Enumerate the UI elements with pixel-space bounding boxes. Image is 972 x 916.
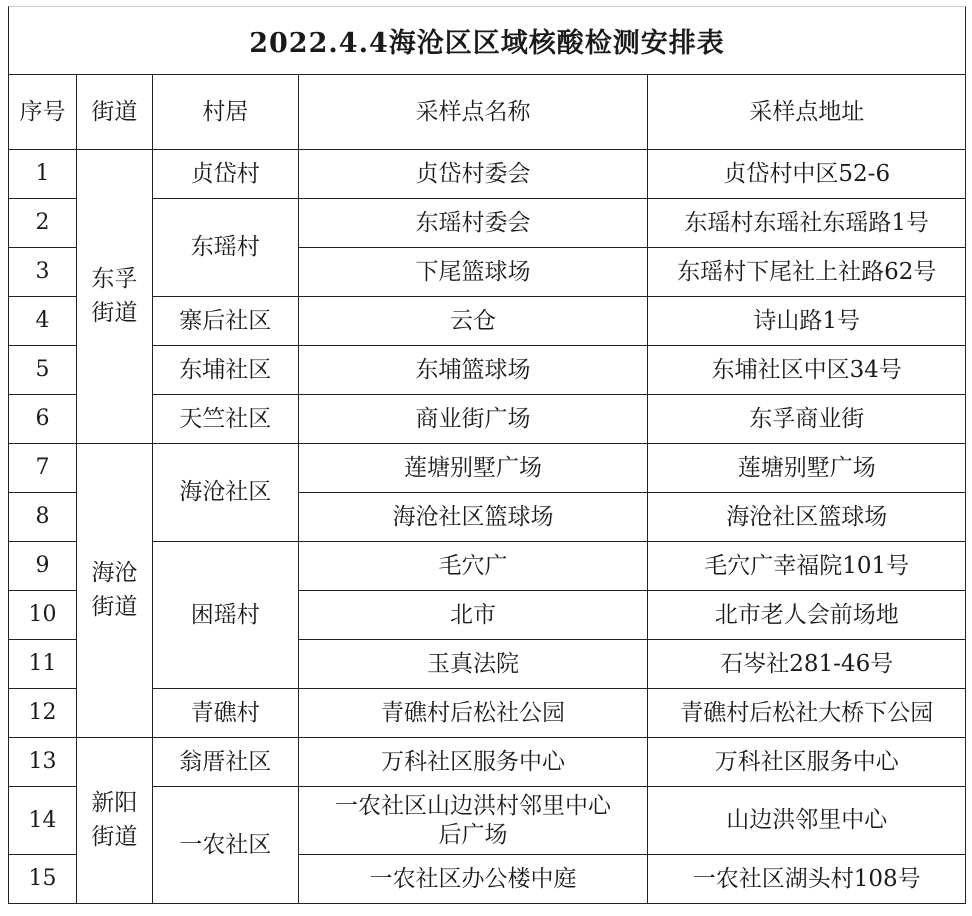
table-row [9, 297, 966, 346]
table-row [9, 787, 966, 855]
row-number: 4 [9, 297, 77, 346]
title-row [8, 6, 966, 74]
village-cell: 天竺社区 [152, 395, 298, 444]
site-name: 莲塘别墅广场 [298, 444, 648, 493]
village-cell: 一农社区 [152, 787, 298, 904]
table-row [9, 150, 966, 199]
row-number: 14 [9, 787, 77, 855]
table-row [9, 542, 966, 591]
street-cell [76, 150, 152, 444]
village-cell: 困瑶村 [152, 542, 298, 689]
site-name [298, 787, 648, 855]
street-label: 海沧街道 [91, 560, 138, 620]
site-name: 青礁村后松社公园 [298, 689, 648, 738]
site-address: 东孚商业街 [648, 395, 966, 444]
site-address: 山边洪邻里中心 [648, 787, 966, 855]
header-site-address: 采样点地址 [648, 75, 966, 150]
site-name: 万科社区服务中心 [298, 738, 648, 787]
site-name: 云仓 [298, 297, 648, 346]
street-cell [76, 444, 152, 738]
row-number: 10 [9, 591, 77, 640]
village-cell: 东瑶村 [152, 199, 298, 297]
site-name: 毛穴广 [298, 542, 648, 591]
village-cell: 青礁村 [152, 689, 298, 738]
site-address: 东瑶村东瑶社东瑶路1号 [648, 199, 966, 248]
row-number: 12 [9, 689, 77, 738]
site-address: 东瑶村下尾社上社路62号 [648, 248, 966, 297]
schedule-sheet [8, 6, 966, 912]
header-row [9, 75, 966, 150]
row-number: 8 [9, 493, 77, 542]
site-name: 一农社区办公楼中庭 [298, 855, 648, 904]
street-label: 新阳街道 [91, 790, 138, 850]
site-name: 下尾篮球场 [298, 248, 648, 297]
site-name: 东瑶村委会 [298, 199, 648, 248]
site-name: 海沧社区篮球场 [298, 493, 648, 542]
site-name: 北市 [298, 591, 648, 640]
row-number: 6 [9, 395, 77, 444]
table-row [9, 738, 966, 787]
row-number: 15 [9, 855, 77, 904]
site-address: 贞岱村中区52-6 [648, 150, 966, 199]
row-number: 2 [9, 199, 77, 248]
site-address: 青礁村后松社大桥下公园 [648, 689, 966, 738]
row-number: 13 [9, 738, 77, 787]
street-label: 东孚街道 [91, 266, 138, 326]
site-address: 毛穴广幸福院101号 [648, 542, 966, 591]
site-address: 北市老人会前场地 [648, 591, 966, 640]
site-address: 东埔社区中区34号 [648, 346, 966, 395]
table-row [9, 444, 966, 493]
row-number: 7 [9, 444, 77, 493]
row-number: 5 [9, 346, 77, 395]
header-site-name: 采样点名称 [298, 75, 648, 150]
site-name: 商业街广场 [298, 395, 648, 444]
row-number: 1 [9, 150, 77, 199]
site-name: 贞岱村委会 [298, 150, 648, 199]
table-row [9, 395, 966, 444]
village-cell: 寨后社区 [152, 297, 298, 346]
street-cell [76, 738, 152, 904]
header-index: 序号 [9, 75, 77, 150]
schedule-table [8, 74, 966, 904]
village-cell: 贞岱村 [152, 150, 298, 199]
site-address: 莲塘别墅广场 [648, 444, 966, 493]
site-name: 玉真法院 [298, 640, 648, 689]
site-address: 一农社区湖头村108号 [648, 855, 966, 904]
table-row [9, 689, 966, 738]
table-row [9, 199, 966, 248]
page-title: 2022.4.4海沧区区域核酸检测安排表 [249, 28, 725, 59]
table-row [9, 346, 966, 395]
site-name-text: 一农社区山边洪村邻里中心后广场 [335, 792, 612, 848]
site-address: 诗山路1号 [648, 297, 966, 346]
site-address: 石岑社281-46号 [648, 640, 966, 689]
site-name: 东埔篮球场 [298, 346, 648, 395]
village-cell: 翁厝社区 [152, 738, 298, 787]
site-address: 海沧社区篮球场 [648, 493, 966, 542]
header-street: 街道 [76, 75, 152, 150]
row-number: 9 [9, 542, 77, 591]
header-village: 村居 [152, 75, 298, 150]
row-number: 11 [9, 640, 77, 689]
village-cell: 海沧社区 [152, 444, 298, 542]
village-cell: 东埔社区 [152, 346, 298, 395]
site-address: 万科社区服务中心 [648, 738, 966, 787]
row-number: 3 [9, 248, 77, 297]
